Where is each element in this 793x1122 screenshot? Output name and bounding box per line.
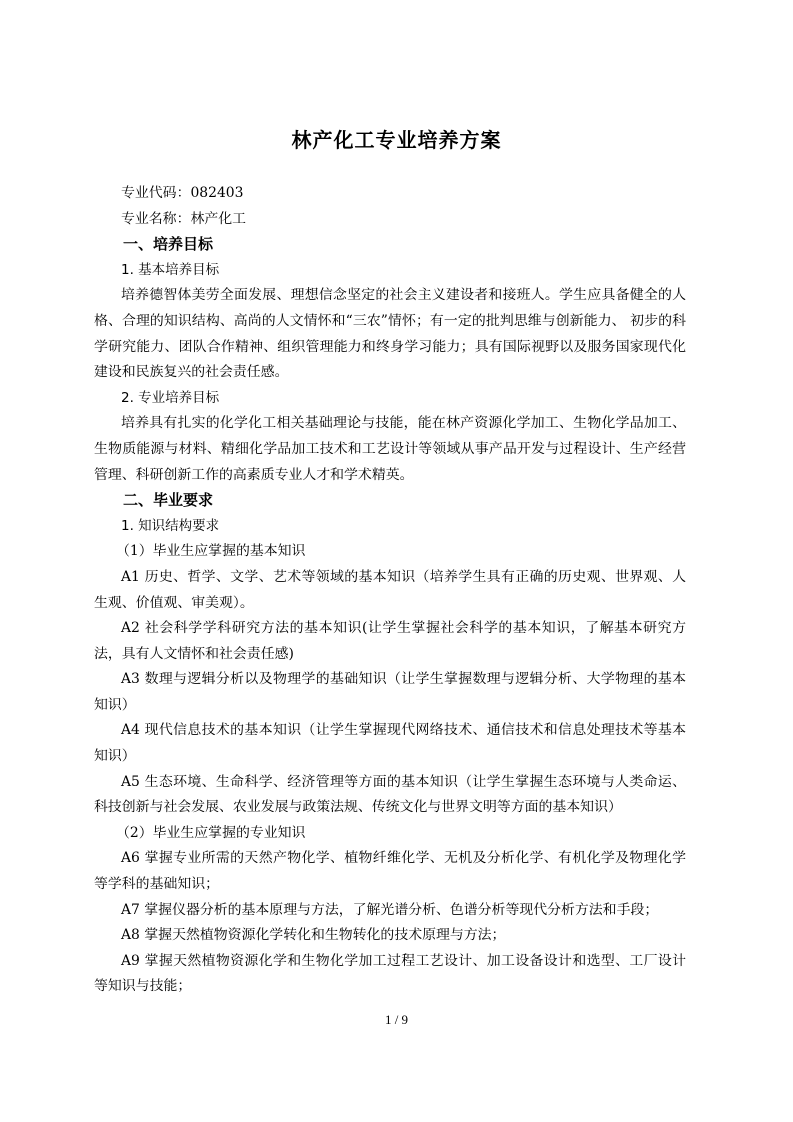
requirement-item: A7 掌握仪器分析的基本原理与方法，了解光谱分析、色谱分析等现代分析方法和手段； bbox=[121, 901, 659, 918]
requirement-item: A2 社会科学学科研究方法的基本知识(让学生掌握社会科学的基本知识，了解基本研究方法，具有人文情怀和社会责任感) bbox=[94, 620, 686, 662]
requirement-item: A4 现代信息技术的基本知识（让学生掌握现代网络技术、通信技术和信息处理技术等基本知识） bbox=[94, 722, 686, 765]
requirement-item: A3 数理与逻辑分析以及物理学的基础知识（让学生掌握数理与逻辑分析、大学物理的基本知识） bbox=[94, 671, 686, 713]
page-number: 1 / 9 bbox=[384, 1012, 409, 1027]
requirement-item: A5 生态环境、生命科学、经济管理等方面的基本知识（让学生掌握生态环境与人类命运、科技创新与社会发展、农业发展与政策法规、传统文化与世界文明等方面的基本知识） bbox=[94, 773, 686, 816]
section-heading: 一、培养目标 bbox=[123, 235, 214, 254]
requirement-item: A6 掌握专业所需的天然产物化学、植物纤维化学、无机及分析化学、有机化学及物理化学等学科的基础知识； bbox=[94, 850, 686, 893]
page-title: 林产化工专业培养方案 bbox=[291, 128, 502, 152]
subsection-heading: 1. 知识结构要求 bbox=[121, 517, 220, 534]
major-code: 专业代码：082403 bbox=[121, 185, 244, 201]
document-body bbox=[94, 181, 686, 1000]
requirement-item: A1 历史、哲学、文学、艺术等领域的基本知识（培养学生具有正确的历史观、世界观、人生观、价值观、审美观）。 bbox=[94, 568, 686, 611]
sub-subsection-heading: （2）毕业生应掌握的专业知识 bbox=[116, 824, 306, 841]
subsection-heading: 2. 专业培养目标 bbox=[121, 389, 220, 406]
major-name: 专业名称：林产化工 bbox=[121, 210, 247, 227]
requirement-item: A8 掌握天然植物资源化学转化和生物转化的技术原理与方法； bbox=[121, 927, 506, 944]
paragraph: 培养德智体美劳全面发展、理想信念坚定的社会主义建设者和接班人。学生应具备健全的人格、合理的知识结构、高尚的人文情怀和“三农”情怀；有一定的批判思维与创新能力、 初步的科学研究能力、团队合作精神、组织管理能力和终身学习能力；具有国际视野以及服务国家现代化建设和民族复兴的社会责任感。 bbox=[94, 287, 686, 381]
requirement-item: A9 掌握天然植物资源化学和生物化学加工过程工艺设计、加工设备设计和选型、工厂设计等知识与技能； bbox=[94, 952, 686, 995]
subsection-heading: 1. 基本培养目标 bbox=[121, 261, 220, 278]
paragraph: 培养具有扎实的化学化工相关基础理论与技能，能在林产资源化学加工、生物化学品加工、生物质能源与材料、精细化学品加工技术和工艺设计等领域从事产品开发与过程设计、生产经营管理、科研创新工作的高素质专业人才和学术精英。 bbox=[94, 415, 686, 483]
sub-subsection-heading: （1）毕业生应掌握的基本知识 bbox=[116, 543, 306, 560]
section-heading: 二、毕业要求 bbox=[123, 491, 214, 510]
